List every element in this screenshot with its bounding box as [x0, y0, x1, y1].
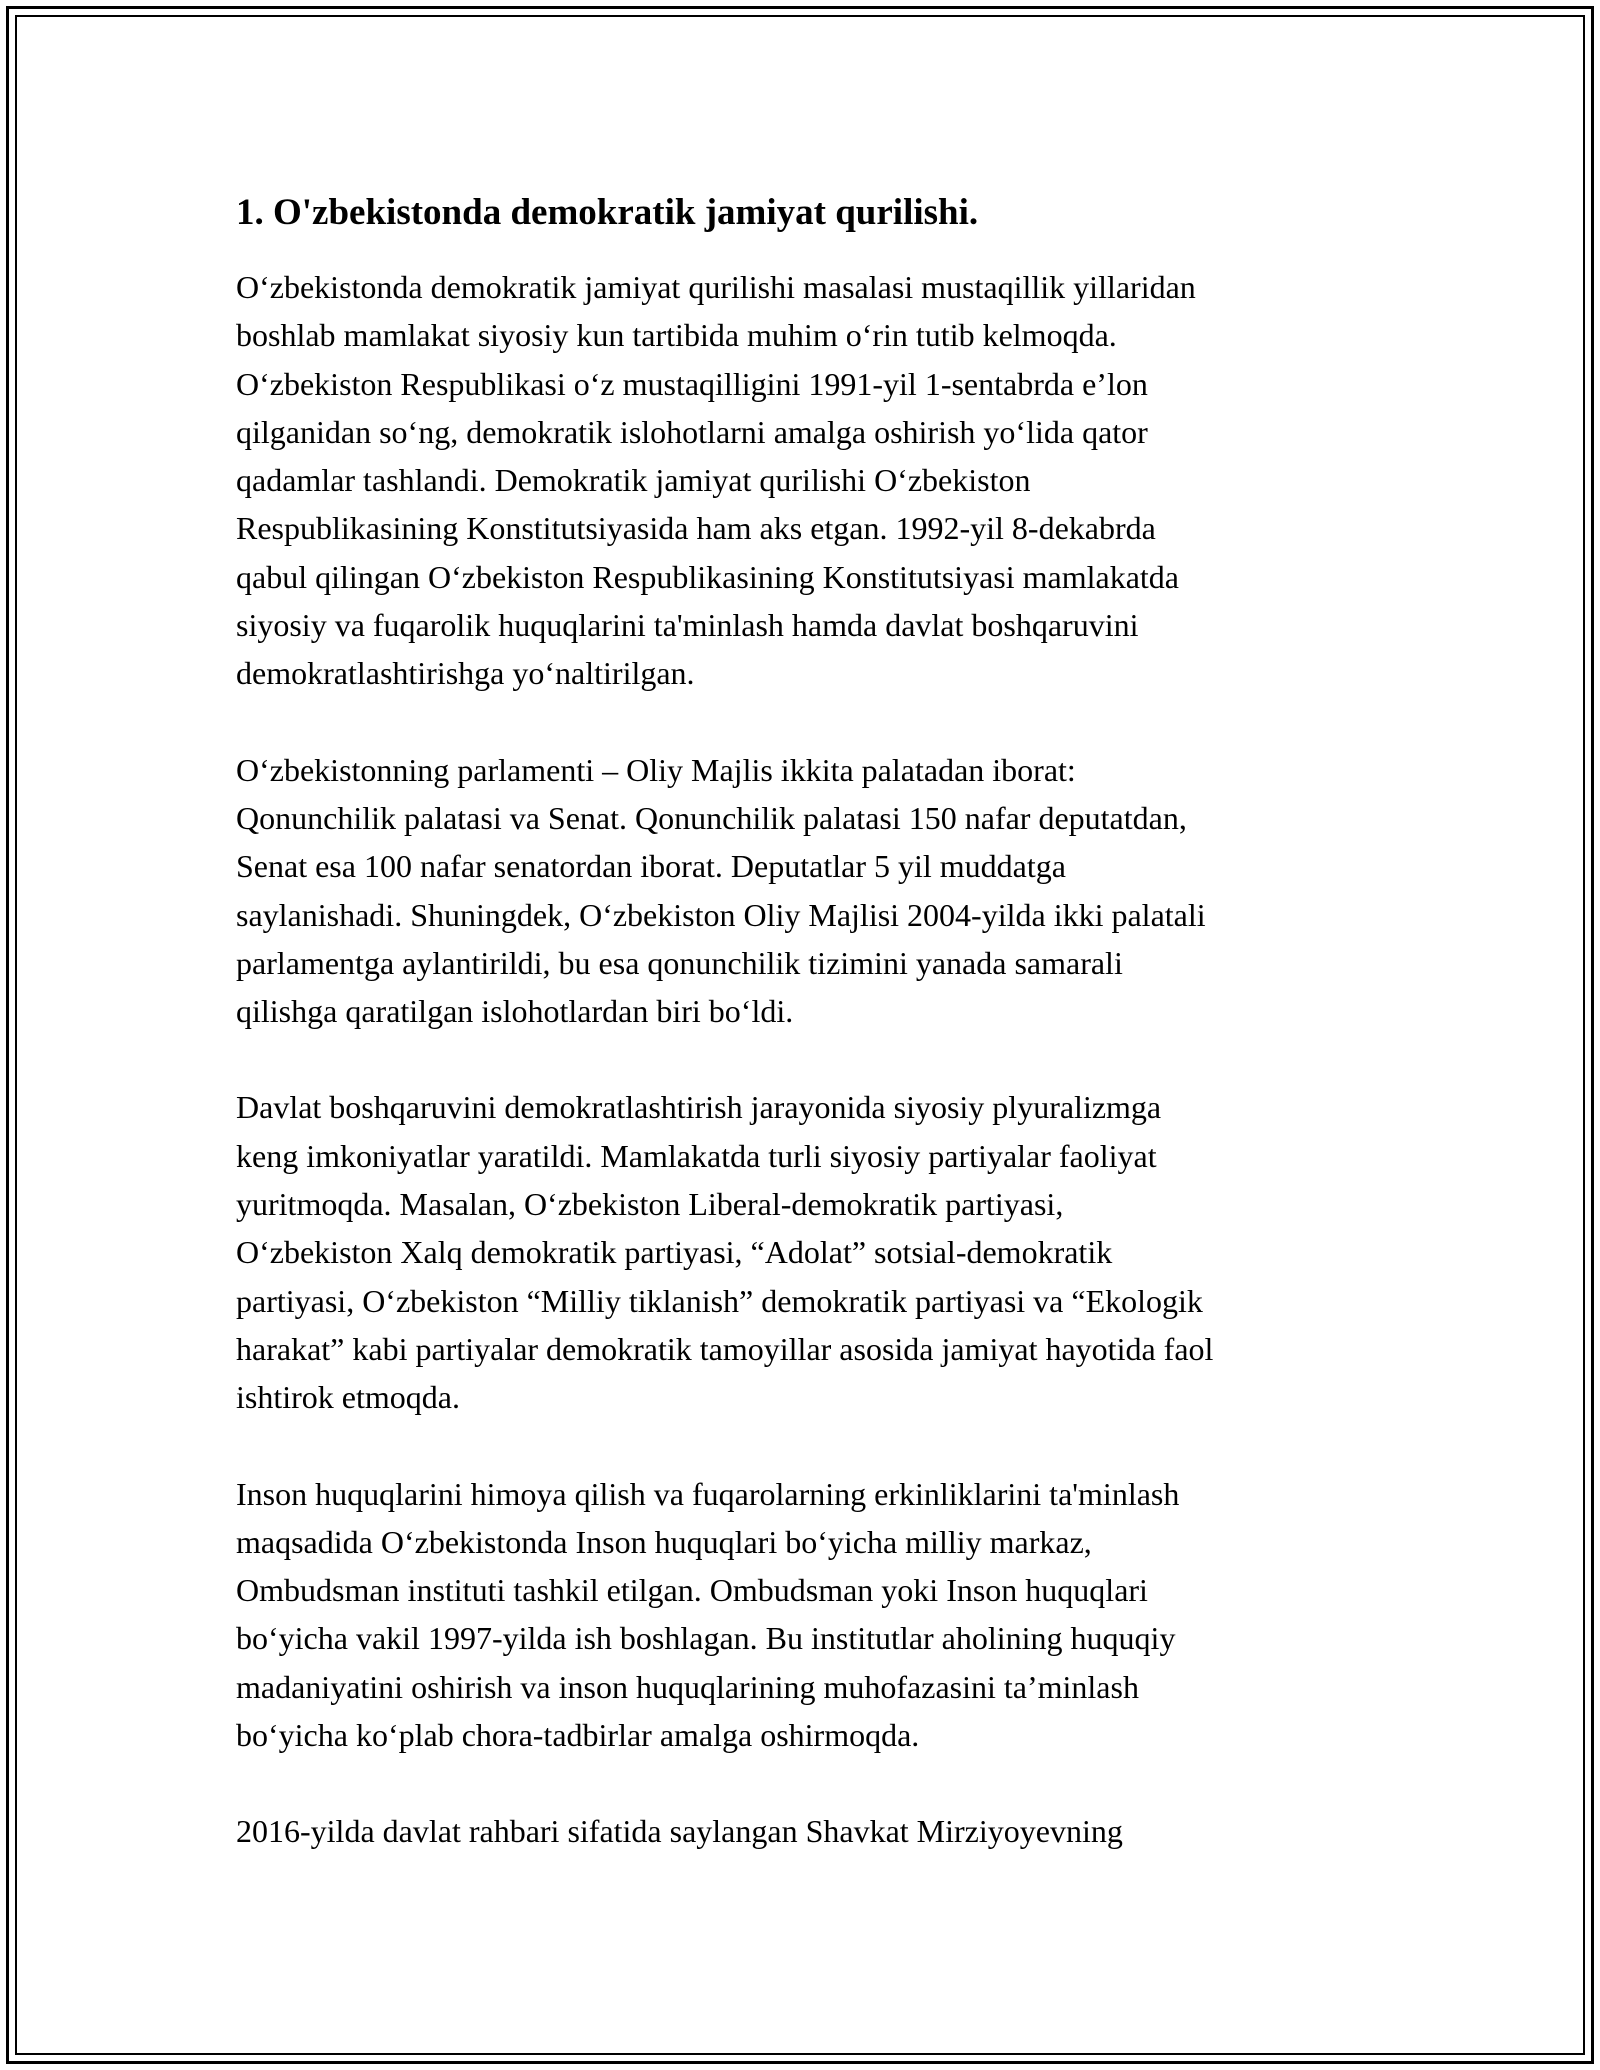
paragraph-1: O‘zbekistonda demokratik jamiyat qurilishi masalasi mustaqillik yillaridan boshlab mamlakat siyosiy kun tartibida muhim o‘rin tutib kelmoqda. O‘zbekiston Respublikasi o‘z mustaqilligini 1991-yil 1-sentabrda e’lon qilganidan so‘ng, demokratik islohotlarni amalga oshirish yo‘lida qator qadamlar tashlandi. Demokratik jamiyat qurilishi O‘zbekiston Respublikasining Konstitutsiyasida ham aks etgan. 1992-yil 8-dekabrda qabul qilingan O‘zbekiston Respublikasining Konstitutsiyasi mamlakatda siyosiy va fuqarolik huquqlarini ta'minlash hamda davlat boshqaruvini demokratlashtirishga yo‘naltirilgan. — [236, 269, 1196, 692]
paragraph-4: Inson huquqlarini himoya qilish va fuqarolarning erkinliklarini ta'minlash maqsadida O‘zbekistonda Inson huquqlari bo‘yicha milliy markaz, Ombudsman instituti tashkil etilgan. Ombudsman yoki Inson huquqlari bo‘yicha vakil 1997-yilda ish boshlagan. Bu institutlar aholining huquqiy madaniyatini oshirish va inson huquqlarining muhofazasini ta’minlash bo‘yicha ko‘plab chora-tadbirlar amalga oshirmoqda. — [236, 1475, 1180, 1754]
document-body — [236, 185, 1376, 1904]
paragraph-3: Davlat boshqaruvini demokratlashtirish jarayonida siyosiy plyuralizmga keng imkoniyatlar yaratildi. Mamlakatda turli siyosiy partiyalar faoliyat yuritmoqda. Masalan, O‘zbekiston Liberal-demokratik partiyasi, O‘zbekiston Xalq demokratik partiyasi, “Adolat” sotsial-demokratik partiyasi, O‘zbekiston “Milliy tiklanish” demokratik partiyasi va “Ekologik harakat” kabi partiyalar demokratik tamoyillar asosida jamiyat hayotida faol ishtirok etmoqda. — [236, 1089, 1214, 1416]
document-title: 1. O'zbekistonda demokratik jamiyat qurilishi. — [236, 192, 979, 233]
paragraph-5: 2016-yilda davlat rahbari sifatida saylangan Shavkat Mirziyoyevning — [236, 1813, 1123, 1850]
paragraph-2: O‘zbekistonning parlamenti – Oliy Majlis ikkita palatadan iborat: Qonunchilik palatasi va Senat. Qonunchilik palatasi 150 nafar deputatdan, Senat esa 100 nafar senatordan iborat. Deputatlar 5 yil muddatga saylanishadi. Shuningdek, O‘zbekiston Oliy Majlisi 2004-yilda ikki palatali parlamentga aylantirildi, bu esa qonunchilik tizimini yanada samarali qilishga qaratilgan islohotlardan biri bo‘ldi. — [236, 751, 1206, 1030]
